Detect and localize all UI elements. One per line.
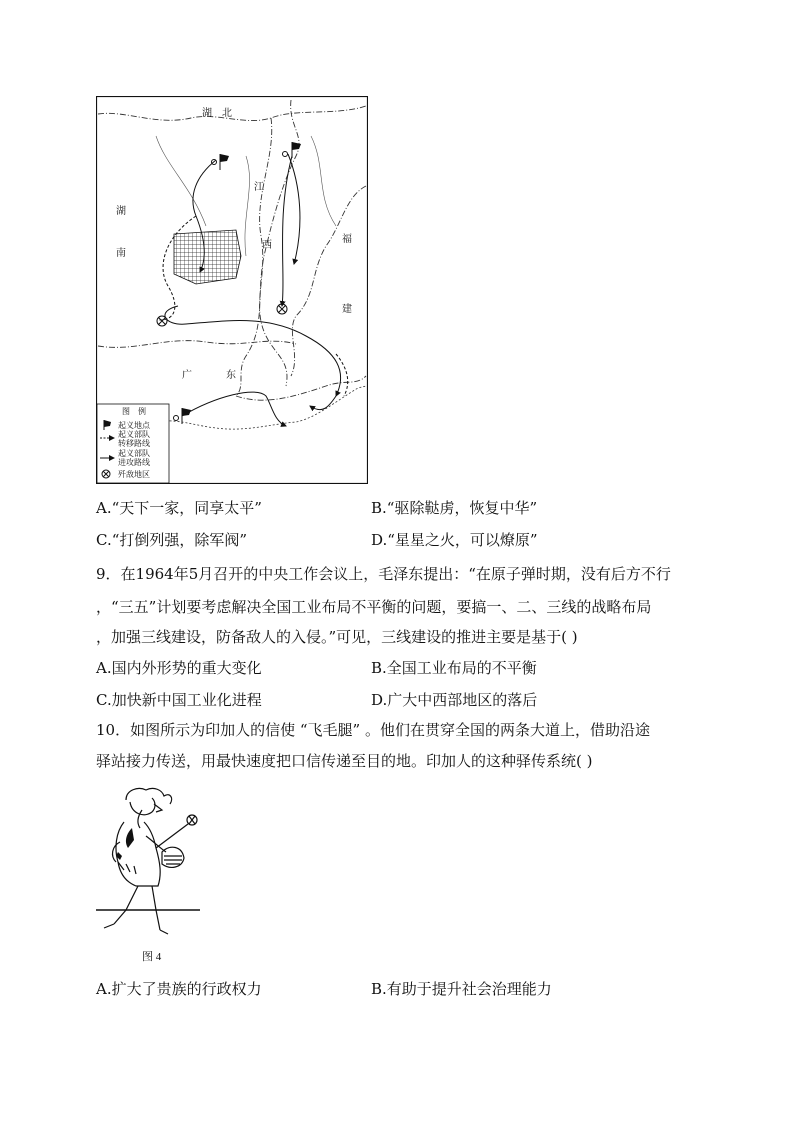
- uprising-map: [96, 96, 368, 484]
- label-xi: 西: [262, 240, 272, 251]
- q10-option-a: A.扩大了贵族的行政权力: [96, 980, 262, 998]
- inca-messenger-figure: [96, 782, 200, 967]
- legend-title: 图 例: [122, 407, 146, 416]
- q8-option-d: D.“星星之火，可以燎原”: [371, 531, 538, 549]
- label-nan: 南: [116, 248, 126, 259]
- q9-stem-line-1: 9．在1964年5月召开的中央工作会议上，毛泽东提出：“在原子弹时期，没有后方不行: [96, 565, 671, 583]
- svg-text:进攻路线: 进攻路线: [118, 458, 150, 467]
- q9-stem-line-2: ，“三五”计划要考虑解决全国工业布局不平衡的问题，要搞一、二、三线的战略布局: [96, 598, 652, 616]
- q9-option-d: D.广大中西部地区的落后: [371, 691, 538, 709]
- label-jiang: 江: [254, 182, 264, 193]
- label-guang: 广: [182, 370, 192, 381]
- svg-text:转移路线: 转移路线: [118, 439, 150, 448]
- q9-option-a: A.国内外形势的重大变化: [96, 659, 262, 677]
- label-hu: 湖: [116, 206, 126, 217]
- q8-option-a: A.“天下一家，同享太平”: [96, 499, 262, 517]
- label-fu: 福: [342, 234, 352, 245]
- label-dong: 东: [226, 370, 236, 381]
- svg-text:起义部队: 起义部队: [118, 449, 150, 458]
- q8-option-c: C.“打倒列强，除军阀”: [96, 531, 248, 549]
- figure-4-caption: 图 4: [142, 951, 162, 963]
- map-legend: [97, 404, 169, 483]
- label-jian: 建: [342, 304, 352, 315]
- q10-stem-line-1: 10．如图所示为印加人的信使 “飞毛腿” 。他们在贯穿全国的两条大道上，借助沿途: [96, 721, 650, 739]
- q10-option-b: B.有助于提升社会治理能力: [371, 980, 552, 998]
- svg-text:起义地点: 起义地点: [118, 421, 150, 430]
- svg-text:起义部队: 起义部队: [118, 430, 150, 439]
- q10-stem-line-2: 驿站接力传送，用最快速度把口信传递至目的地。印加人的这种驿传系统( ): [96, 752, 593, 770]
- svg-text:歼敌地区: 歼敌地区: [118, 470, 150, 479]
- q9-option-b: B.全国工业布局的不平衡: [371, 659, 537, 677]
- q8-option-b: B.“驱除鞑虏，恢复中华”: [371, 499, 538, 517]
- label-hubei: 湖 北: [202, 108, 232, 119]
- q9-stem-line-3: ，加强三线建设，防备敌人的入侵。”可见，三线建设的推进主要是基于( ): [96, 628, 578, 646]
- q9-option-c: C.加快新中国工业化进程: [96, 691, 262, 709]
